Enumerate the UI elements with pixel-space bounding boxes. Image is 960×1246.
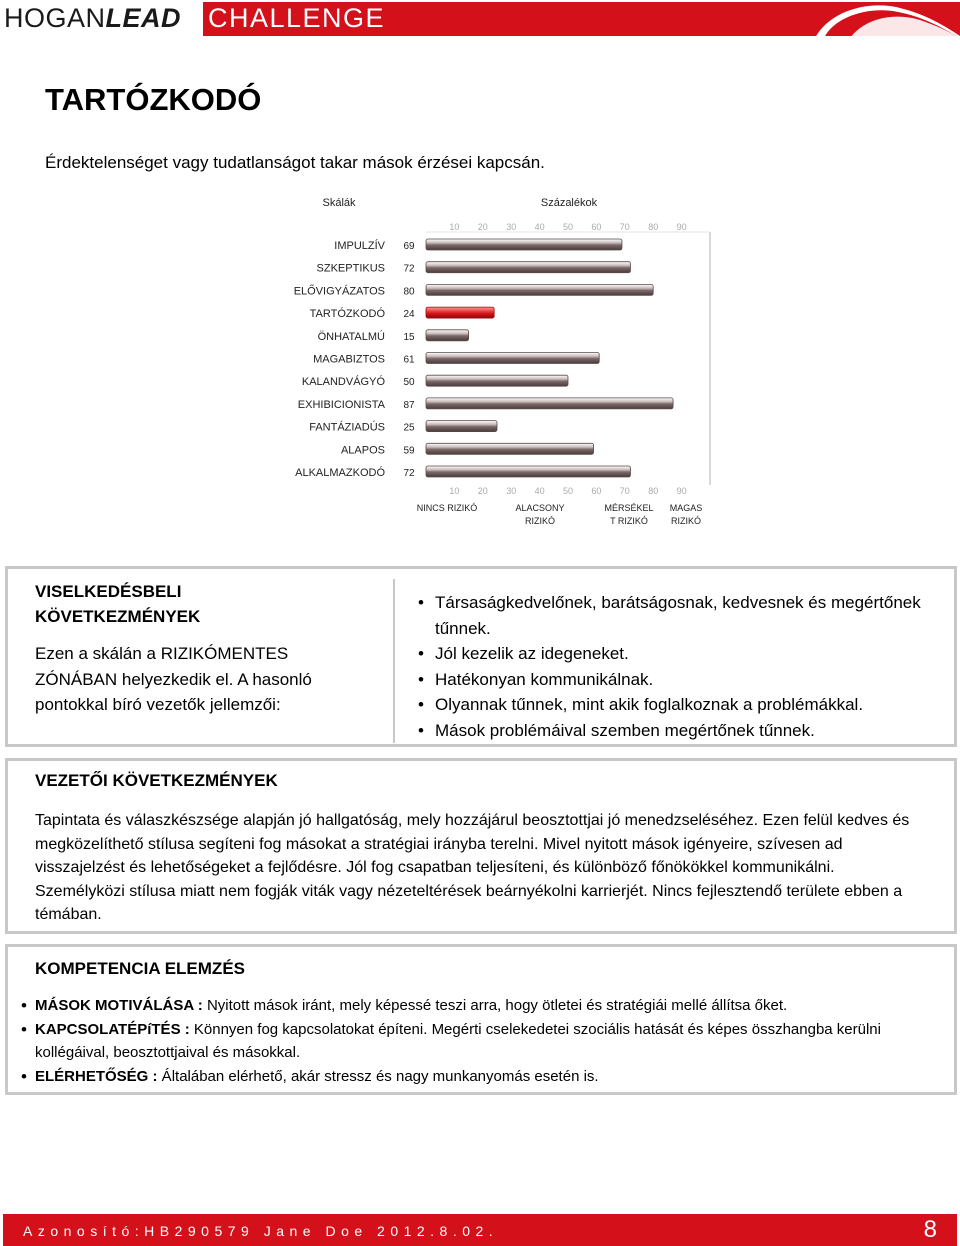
- swoosh-logo-icon: [810, 0, 960, 38]
- chart-tick-label: 30: [506, 222, 517, 232]
- chart-bar: [426, 307, 494, 318]
- chart-tick-label: 10: [449, 486, 460, 496]
- chart-value-label: 24: [403, 309, 415, 321]
- chart-value-label: 80: [403, 286, 415, 298]
- chart-bar: [426, 262, 630, 273]
- list-item: [18, 994, 938, 1018]
- chart-zone-label: ALACSONY: [515, 503, 565, 513]
- section-divider: [393, 579, 395, 743]
- brand-hogan-text: HOGAN: [4, 3, 106, 33]
- chart-zone-label: T RIZIKÓ: [610, 516, 648, 526]
- page-subtitle: Érdektelenséget vagy tudatlanságot takar mások érzései kapcsán.: [45, 153, 545, 172]
- leadership-title: VEZETŐI KÖVETKEZMÉNYEK: [35, 771, 278, 790]
- chart-tick-label: 40: [534, 222, 545, 232]
- page-title: TARTÓZKODÓ: [45, 82, 262, 117]
- chart-tick-label: 20: [477, 222, 488, 232]
- chart-value-label: 50: [403, 377, 415, 389]
- chart-tick-label: 10: [449, 222, 460, 232]
- chart-category-label: ALAPOS: [340, 444, 385, 457]
- brand-lead-text: LEAD: [105, 3, 182, 33]
- competence-label: MÁSOK MOTIVÁLÁSA :: [35, 997, 203, 1014]
- chart-value-label: 59: [403, 445, 415, 457]
- competence-section: [5, 944, 957, 1095]
- chart-bar: [426, 239, 622, 250]
- chart-header-scales: Skálák: [322, 197, 356, 209]
- chart-tick-label: 50: [562, 222, 574, 232]
- chart-tick-label: 20: [477, 486, 488, 496]
- list-item: [18, 1018, 938, 1065]
- chart-tick-label: 90: [676, 222, 687, 232]
- list-item: [18, 1065, 938, 1089]
- competence-text: Nyitott mások iránt, mely képessé teszi arra, hogy ötletei és stratégiái mellé állítsa őket.: [202, 997, 788, 1014]
- behavior-list: [418, 590, 938, 743]
- chart-header-percent: Százalékok: [540, 197, 598, 209]
- competence-text: Könnyen fog kapcsolatokat építeni. Megérti cselekedetei szociális hatását és képes összhangba kerülni kollégáival, beosztottjaival és másokkal.: [35, 1020, 881, 1061]
- list-item: • Társaságkedvelőnek, barátságosnak, kedvesnek és megértőnek tűnnek.: [418, 590, 938, 641]
- list-item: • Jól kezelik az idegeneket.: [418, 641, 938, 667]
- chart-category-label: ELŐVIGYÁZATOS: [293, 285, 385, 298]
- chart-bar: [426, 375, 568, 386]
- risk-bar-chart: [0, 190, 960, 540]
- competence-label: KAPCSOLATÉPíTÉS :: [35, 1020, 190, 1038]
- header: [0, 0, 960, 38]
- chart-tick-label: 70: [619, 486, 630, 496]
- chart-category-label: ÖNHATALMÚ: [317, 330, 385, 343]
- competence-title: KOMPETENCIA ELEMZÉS: [35, 959, 245, 978]
- brand-challenge-text: CHALLENGE: [208, 3, 386, 33]
- chart-category-label: SZKEPTIKUS: [316, 262, 385, 275]
- chart-zone-label: RIZIKÓ: [670, 516, 702, 526]
- chart-zone-label: RIZIKÓ: [524, 516, 556, 526]
- chart-tick-label: 60: [591, 222, 602, 232]
- chart-value-label: 72: [403, 263, 415, 275]
- chart-value-label: 61: [403, 354, 415, 366]
- chart-zone-label: NINCS RIZIKÓ: [416, 503, 478, 513]
- footer-id: Azonosító:HB290579 Jane Doe 2012.8.02.: [23, 1223, 499, 1239]
- chart-category-label: EXHIBICIONISTA: [297, 398, 385, 411]
- behavior-text: Ezen a skálán a RIZIKÓMENTES ZÓNÁBAN helyezkedik el. A hasonló pontokkal bíró vezetők jellemzői:: [35, 644, 312, 714]
- leadership-section: [5, 758, 957, 934]
- leadership-text: Tapintata és válaszkészsége alapján jó hallgatóság, mely hozzájárul beosztottjai jó menedzseléséhez. Ezen felül kedves és megközelíthető stílusa segíteni fog másokat a stratégiai irányba terelni. Mivel nyitott mások igényeire, szívesen ad visszajelzést és lehetőségeket a fejlődésre. Jól fog csapatban teljesíteni, és különböző főnökökkel kommunikálni. Személyközi stílusa miatt nem fogják viták vagy nézeteltérések beárnyékolni karrierjét. Nincs fejlesztendő területe ebben a témában.: [35, 812, 910, 923]
- chart-bar: [426, 353, 599, 364]
- list-item: • Mások problémáival szemben megértőnek tűnnek.: [418, 718, 938, 744]
- chart-bar: [426, 284, 653, 295]
- chart-tick-label: 80: [648, 486, 659, 496]
- chart-value-label: 72: [403, 468, 415, 479]
- chart-bar: [426, 421, 497, 432]
- competence-list: [18, 994, 938, 1088]
- chart-tick-label: 60: [591, 486, 602, 496]
- chart-tick-label: 70: [619, 222, 630, 232]
- chart-tick-label: 80: [648, 222, 659, 232]
- chart-zone-label: MAGAS: [669, 503, 703, 513]
- brand-logo: [4, 3, 181, 34]
- chart-category-label: TARTÓZKODÓ: [309, 308, 385, 321]
- page-number: 8: [923, 1216, 937, 1243]
- competence-text: Általában elérhető, akár stressz és nagy munkanyomás esetén is.: [157, 1067, 599, 1085]
- chart-tick-label: 30: [506, 486, 517, 496]
- chart-category-label: IMPULZÍV: [334, 240, 385, 252]
- chart-tick-label: 40: [534, 486, 545, 496]
- behavior-section: [5, 566, 957, 747]
- chart-value-label: 87: [403, 399, 415, 411]
- chart-value-label: 25: [403, 422, 415, 434]
- list-item: • Hatékonyan kommunikálnak.: [418, 667, 938, 693]
- chart-tick-label: 90: [676, 486, 687, 496]
- footer-bar: [3, 1214, 957, 1246]
- chart-bar: [426, 330, 469, 341]
- chart-bar: [426, 466, 630, 477]
- chart-tick-label: 50: [562, 486, 574, 496]
- list-item: • Olyannak tűnnek, mint akik foglalkoznak a problémákkal.: [418, 692, 938, 718]
- chart-value-label: 15: [403, 331, 415, 343]
- chart-bar: [426, 398, 673, 409]
- chart-category-label: MAGABIZTOS: [313, 353, 385, 366]
- chart-category-label: FANTÁZIADÚS: [309, 421, 385, 434]
- chart-value-label: 69: [403, 241, 415, 252]
- chart-category-label: KALANDVÁGYÓ: [301, 376, 385, 389]
- competence-label: ELÉRHETŐSÉG :: [35, 1067, 158, 1085]
- behavior-title: VISELKEDÉSBELI KÖVETKEZMÉNYEK: [35, 582, 201, 626]
- chart-bar: [426, 443, 594, 454]
- chart-zone-label: MÉRSÉKEL: [604, 503, 654, 513]
- chart-category-label: ALKALMAZKODÓ: [295, 467, 385, 479]
